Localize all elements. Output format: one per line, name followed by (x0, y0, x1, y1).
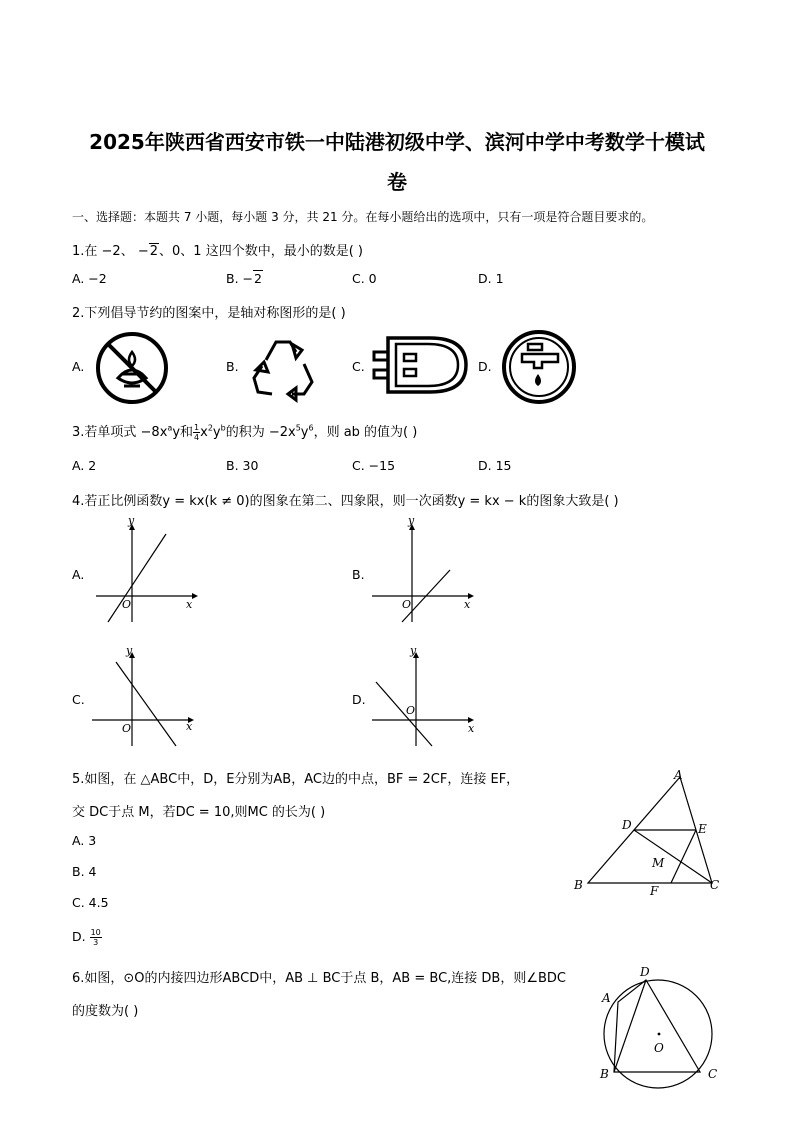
svg-text:A: A (602, 991, 611, 1005)
q4-option-b: B. (352, 567, 365, 582)
svg-text:O: O (402, 598, 412, 611)
question-4-stem: 4.若正比例函数y = kx(k ≠ 0)的图象在第二、四象限，则一次函数y = kx − k的图象大致是( ) (72, 494, 619, 509)
q5-option-a: A. 3 (72, 833, 97, 848)
question-1-stem: 1.在 −2、 −2、0、1 这四个数中，最小的数是( ) (72, 244, 363, 259)
svg-text:y: y (410, 644, 417, 657)
graph-d (368, 646, 488, 756)
q1-option-c: C. 0 (352, 271, 377, 286)
svg-text:C: C (710, 878, 720, 892)
svg-text:x: x (186, 720, 193, 733)
q4-option-c: C. (72, 692, 85, 707)
svg-text:M: M (652, 856, 665, 870)
q3-option-c: C. −15 (352, 458, 396, 473)
graph-a (88, 514, 208, 628)
q4-option-d: D. (352, 692, 366, 707)
question-3-stem: 3.若单项式 $-8x^ay$和 $\frac{1}{4}$ $x^2y^b$的积为 $-2x^5y^6$，则 ab 的值为( ) (72, 423, 418, 442)
svg-text:A: A (674, 768, 683, 782)
recycle-arrows-icon (246, 330, 322, 406)
q2-option-b: B. (226, 359, 239, 374)
q3-option-b: B. 30 (226, 458, 259, 473)
svg-text:B: B (600, 1067, 609, 1081)
q1-option-d: D. 1 (478, 271, 504, 286)
svg-text:D: D (622, 818, 632, 832)
q2-option-d: D. (478, 359, 492, 374)
q3-option-d: D. 15 (478, 458, 512, 473)
svg-text:C: C (708, 1067, 718, 1081)
svg-text:x: x (186, 598, 193, 611)
svg-text:x: x (464, 598, 471, 611)
section-heading: 一、选择题：本题共 7 小题，每小题 3 分，共 21 分。在每小题给出的选项中，只有一项是符合题目要求的。 (72, 210, 654, 224)
svg-text:O: O (406, 704, 416, 717)
water-tap-icon (500, 328, 578, 406)
svg-text:F: F (650, 884, 659, 898)
q2-option-a: A. (72, 359, 85, 374)
svg-text:x: x (468, 722, 475, 735)
page-title: 2025年陕西省西安市铁一中陆港初级中学、滨河中学中考数学十模试 卷 (89, 130, 705, 194)
question-2-stem: 2.下列倡导节约的图案中，是轴对称图形的是( ) (72, 306, 346, 321)
no-candle-icon (94, 330, 170, 406)
svg-text:y: y (408, 514, 415, 527)
q1-option-a: A. −2 (72, 271, 107, 286)
triangle-diagram (570, 765, 730, 900)
svg-text:O: O (654, 1041, 664, 1055)
q3-option-a: A. 2 (72, 458, 97, 473)
plug-icon (370, 332, 472, 398)
question-5-stem-2: 交 DC于点 M，若DC = 10,则MC 的长为( ) (72, 805, 326, 820)
question-5-stem-1: 5.如图，在 △ABC中，D，E分别为AB，AC边的中点，BF = 2CF，连接 EF， (72, 772, 520, 787)
svg-text:O: O (122, 722, 132, 735)
svg-text:E: E (698, 822, 707, 836)
graph-c (88, 646, 208, 756)
question-6-stem-2: 的度数为( ) (72, 1004, 139, 1019)
question-6-stem-1: 6.如图，⊙O的内接四边形ABCD中，AB ⊥ BC于点 B，AB = BC,连接 DB，则∠BDC (72, 971, 567, 986)
svg-text:y: y (128, 514, 135, 527)
q5-option-c: C. 4.5 (72, 895, 109, 910)
graph-b (368, 514, 488, 628)
q2-option-c: C. (352, 359, 365, 374)
svg-text:y: y (126, 644, 133, 657)
q4-option-a: A. (72, 567, 85, 582)
q5-option-d: D. $\frac{10}{3}$ (72, 928, 101, 947)
q1-option-b: B. −2 (226, 271, 262, 286)
circle-quadrilateral-diagram (594, 964, 728, 1088)
q5-option-b: B. 4 (72, 864, 97, 879)
svg-text:B: B (574, 878, 583, 892)
svg-text:D: D (640, 965, 650, 979)
svg-text:O: O (122, 598, 132, 611)
